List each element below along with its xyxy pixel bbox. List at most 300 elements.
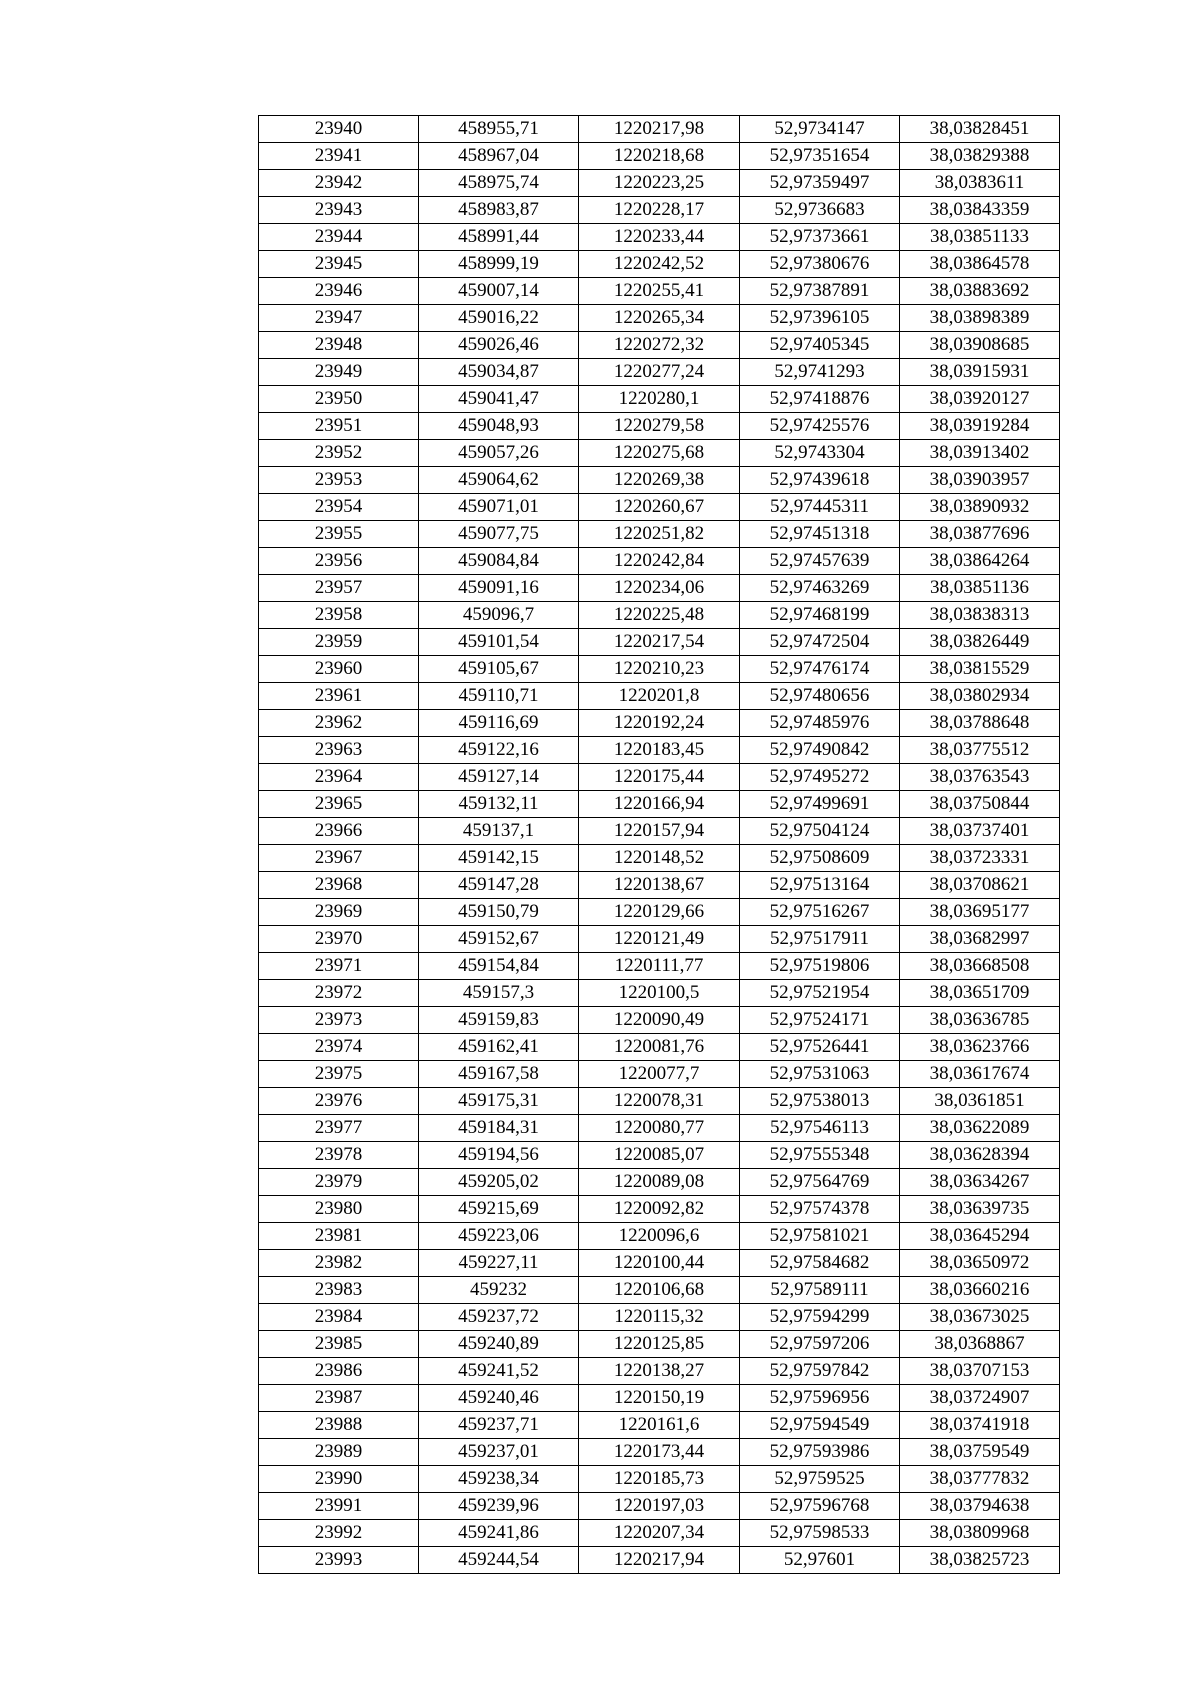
point-number-cell: 23940 [259, 116, 419, 143]
y-coordinate-cell: 1220242,52 [579, 251, 740, 278]
x-coordinate-cell: 459071,01 [419, 494, 579, 521]
table-row [259, 1439, 1060, 1466]
y-coordinate-cell: 1220233,44 [579, 224, 740, 251]
latitude-cell: 52,97457639 [740, 548, 900, 575]
y-coordinate-cell: 1220078,31 [579, 1088, 740, 1115]
table-row [259, 1466, 1060, 1493]
point-number-cell: 23966 [259, 818, 419, 845]
table-row [259, 224, 1060, 251]
point-number-cell: 23950 [259, 386, 419, 413]
point-number-cell: 23980 [259, 1196, 419, 1223]
point-number-cell: 23977 [259, 1115, 419, 1142]
y-coordinate-cell: 1220092,82 [579, 1196, 740, 1223]
x-coordinate-cell: 459184,31 [419, 1115, 579, 1142]
table-row [259, 899, 1060, 926]
point-number-cell: 23959 [259, 629, 419, 656]
y-coordinate-cell: 1220197,03 [579, 1493, 740, 1520]
point-number-cell: 23958 [259, 602, 419, 629]
latitude-cell: 52,97574378 [740, 1196, 900, 1223]
table-row [259, 980, 1060, 1007]
point-number-cell: 23970 [259, 926, 419, 953]
point-number-cell: 23986 [259, 1358, 419, 1385]
latitude-cell: 52,97480656 [740, 683, 900, 710]
point-number-cell: 23960 [259, 656, 419, 683]
point-number-cell: 23982 [259, 1250, 419, 1277]
table-row [259, 737, 1060, 764]
x-coordinate-cell: 459159,83 [419, 1007, 579, 1034]
x-coordinate-cell: 459122,16 [419, 737, 579, 764]
x-coordinate-cell: 459215,69 [419, 1196, 579, 1223]
latitude-cell: 52,97589111 [740, 1277, 900, 1304]
latitude-cell: 52,97581021 [740, 1223, 900, 1250]
y-coordinate-cell: 1220173,44 [579, 1439, 740, 1466]
latitude-cell: 52,97524171 [740, 1007, 900, 1034]
table-row [259, 710, 1060, 737]
latitude-cell: 52,9734147 [740, 116, 900, 143]
longitude-cell: 38,03651709 [900, 980, 1060, 1007]
x-coordinate-cell: 459194,56 [419, 1142, 579, 1169]
latitude-cell: 52,97499691 [740, 791, 900, 818]
latitude-cell: 52,97418876 [740, 386, 900, 413]
latitude-cell: 52,97594549 [740, 1412, 900, 1439]
latitude-cell: 52,97597842 [740, 1358, 900, 1385]
x-coordinate-cell: 459175,31 [419, 1088, 579, 1115]
latitude-cell: 52,97380676 [740, 251, 900, 278]
table-row [259, 251, 1060, 278]
y-coordinate-cell: 1220242,84 [579, 548, 740, 575]
x-coordinate-cell: 458983,87 [419, 197, 579, 224]
point-number-cell: 23972 [259, 980, 419, 1007]
y-coordinate-cell: 1220089,08 [579, 1169, 740, 1196]
table-row [259, 791, 1060, 818]
point-number-cell: 23961 [259, 683, 419, 710]
x-coordinate-cell: 459084,84 [419, 548, 579, 575]
point-number-cell: 23985 [259, 1331, 419, 1358]
x-coordinate-cell: 458999,19 [419, 251, 579, 278]
point-number-cell: 23990 [259, 1466, 419, 1493]
latitude-cell: 52,9759525 [740, 1466, 900, 1493]
latitude-cell: 52,97504124 [740, 818, 900, 845]
x-coordinate-cell: 459237,72 [419, 1304, 579, 1331]
latitude-cell: 52,97495272 [740, 764, 900, 791]
point-number-cell: 23942 [259, 170, 419, 197]
x-coordinate-cell: 459091,16 [419, 575, 579, 602]
x-coordinate-cell: 459007,14 [419, 278, 579, 305]
table-row [259, 467, 1060, 494]
point-number-cell: 23974 [259, 1034, 419, 1061]
point-number-cell: 23953 [259, 467, 419, 494]
longitude-cell: 38,0383611 [900, 170, 1060, 197]
y-coordinate-cell: 1220218,68 [579, 143, 740, 170]
longitude-cell: 38,03802934 [900, 683, 1060, 710]
x-coordinate-cell: 459154,84 [419, 953, 579, 980]
y-coordinate-cell: 1220201,8 [579, 683, 740, 710]
x-coordinate-cell: 459167,58 [419, 1061, 579, 1088]
table-row [259, 1169, 1060, 1196]
y-coordinate-cell: 1220115,32 [579, 1304, 740, 1331]
latitude-cell: 52,9736683 [740, 197, 900, 224]
latitude-cell: 52,97468199 [740, 602, 900, 629]
longitude-cell: 38,03759549 [900, 1439, 1060, 1466]
latitude-cell: 52,97517911 [740, 926, 900, 953]
y-coordinate-cell: 1220106,68 [579, 1277, 740, 1304]
longitude-cell: 38,03794638 [900, 1493, 1060, 1520]
latitude-cell: 52,97351654 [740, 143, 900, 170]
latitude-cell: 52,97593986 [740, 1439, 900, 1466]
table-row [259, 278, 1060, 305]
y-coordinate-cell: 1220279,58 [579, 413, 740, 440]
point-number-cell: 23971 [259, 953, 419, 980]
x-coordinate-cell: 459157,3 [419, 980, 579, 1007]
y-coordinate-cell: 1220090,49 [579, 1007, 740, 1034]
y-coordinate-cell: 1220157,94 [579, 818, 740, 845]
x-coordinate-cell: 459240,46 [419, 1385, 579, 1412]
x-coordinate-cell: 459041,47 [419, 386, 579, 413]
coordinates-table-body [259, 116, 1060, 1574]
longitude-cell: 38,03825723 [900, 1547, 1060, 1574]
latitude-cell: 52,9743304 [740, 440, 900, 467]
table-row [259, 872, 1060, 899]
table-row [259, 1358, 1060, 1385]
longitude-cell: 38,03668508 [900, 953, 1060, 980]
y-coordinate-cell: 1220280,1 [579, 386, 740, 413]
table-row [259, 440, 1060, 467]
table-row [259, 1304, 1060, 1331]
x-coordinate-cell: 459077,75 [419, 521, 579, 548]
longitude-cell: 38,03775512 [900, 737, 1060, 764]
latitude-cell: 52,97476174 [740, 656, 900, 683]
latitude-cell: 52,97425576 [740, 413, 900, 440]
table-row [259, 1007, 1060, 1034]
longitude-cell: 38,03890932 [900, 494, 1060, 521]
longitude-cell: 38,03809968 [900, 1520, 1060, 1547]
point-number-cell: 23992 [259, 1520, 419, 1547]
latitude-cell: 52,97538013 [740, 1088, 900, 1115]
y-coordinate-cell: 1220272,32 [579, 332, 740, 359]
latitude-cell: 52,97531063 [740, 1061, 900, 1088]
latitude-cell: 52,97508609 [740, 845, 900, 872]
latitude-cell: 52,97516267 [740, 899, 900, 926]
point-number-cell: 23964 [259, 764, 419, 791]
latitude-cell: 52,97396105 [740, 305, 900, 332]
x-coordinate-cell: 459137,1 [419, 818, 579, 845]
latitude-cell: 52,97513164 [740, 872, 900, 899]
longitude-cell: 38,03919284 [900, 413, 1060, 440]
longitude-cell: 38,03622089 [900, 1115, 1060, 1142]
y-coordinate-cell: 1220175,44 [579, 764, 740, 791]
y-coordinate-cell: 1220150,19 [579, 1385, 740, 1412]
x-coordinate-cell: 459227,11 [419, 1250, 579, 1277]
longitude-cell: 38,03864578 [900, 251, 1060, 278]
point-number-cell: 23989 [259, 1439, 419, 1466]
x-coordinate-cell: 459057,26 [419, 440, 579, 467]
table-row [259, 359, 1060, 386]
y-coordinate-cell: 1220185,73 [579, 1466, 740, 1493]
longitude-cell: 38,03763543 [900, 764, 1060, 791]
x-coordinate-cell: 459241,86 [419, 1520, 579, 1547]
y-coordinate-cell: 1220148,52 [579, 845, 740, 872]
latitude-cell: 52,97555348 [740, 1142, 900, 1169]
point-number-cell: 23978 [259, 1142, 419, 1169]
point-number-cell: 23979 [259, 1169, 419, 1196]
x-coordinate-cell: 459034,87 [419, 359, 579, 386]
x-coordinate-cell: 459162,41 [419, 1034, 579, 1061]
x-coordinate-cell: 459241,52 [419, 1358, 579, 1385]
longitude-cell: 38,03723331 [900, 845, 1060, 872]
longitude-cell: 38,03645294 [900, 1223, 1060, 1250]
table-row [259, 413, 1060, 440]
latitude-cell: 52,97472504 [740, 629, 900, 656]
latitude-cell: 52,97584682 [740, 1250, 900, 1277]
point-number-cell: 23969 [259, 899, 419, 926]
point-number-cell: 23946 [259, 278, 419, 305]
x-coordinate-cell: 459105,67 [419, 656, 579, 683]
table-row [259, 116, 1060, 143]
y-coordinate-cell: 1220085,07 [579, 1142, 740, 1169]
point-number-cell: 23941 [259, 143, 419, 170]
point-number-cell: 23983 [259, 1277, 419, 1304]
table-row [259, 1223, 1060, 1250]
table-row [259, 521, 1060, 548]
point-number-cell: 23943 [259, 197, 419, 224]
y-coordinate-cell: 1220260,67 [579, 494, 740, 521]
longitude-cell: 38,03695177 [900, 899, 1060, 926]
point-number-cell: 23947 [259, 305, 419, 332]
coordinates-table [258, 115, 1060, 1574]
point-number-cell: 23976 [259, 1088, 419, 1115]
latitude-cell: 52,97359497 [740, 170, 900, 197]
x-coordinate-cell: 459237,01 [419, 1439, 579, 1466]
latitude-cell: 52,97373661 [740, 224, 900, 251]
latitude-cell: 52,97596768 [740, 1493, 900, 1520]
point-number-cell: 23991 [259, 1493, 419, 1520]
latitude-cell: 52,97463269 [740, 575, 900, 602]
table-row [259, 1250, 1060, 1277]
y-coordinate-cell: 1220111,77 [579, 953, 740, 980]
y-coordinate-cell: 1220275,68 [579, 440, 740, 467]
y-coordinate-cell: 1220100,44 [579, 1250, 740, 1277]
table-row [259, 386, 1060, 413]
x-coordinate-cell: 459096,7 [419, 602, 579, 629]
table-row [259, 1142, 1060, 1169]
latitude-cell: 52,97485976 [740, 710, 900, 737]
x-coordinate-cell: 459101,54 [419, 629, 579, 656]
x-coordinate-cell: 458955,71 [419, 116, 579, 143]
y-coordinate-cell: 1220080,77 [579, 1115, 740, 1142]
latitude-cell: 52,97598533 [740, 1520, 900, 1547]
longitude-cell: 38,03883692 [900, 278, 1060, 305]
longitude-cell: 38,0361851 [900, 1088, 1060, 1115]
longitude-cell: 38,03877696 [900, 521, 1060, 548]
x-coordinate-cell: 459232 [419, 1277, 579, 1304]
x-coordinate-cell: 458975,74 [419, 170, 579, 197]
longitude-cell: 38,03826449 [900, 629, 1060, 656]
y-coordinate-cell: 1220255,41 [579, 278, 740, 305]
longitude-cell: 38,03750844 [900, 791, 1060, 818]
longitude-cell: 38,03707153 [900, 1358, 1060, 1385]
latitude-cell: 52,97519806 [740, 953, 900, 980]
x-coordinate-cell: 459240,89 [419, 1331, 579, 1358]
y-coordinate-cell: 1220100,5 [579, 980, 740, 1007]
table-row [259, 818, 1060, 845]
point-number-cell: 23951 [259, 413, 419, 440]
table-row [259, 332, 1060, 359]
y-coordinate-cell: 1220223,25 [579, 170, 740, 197]
longitude-cell: 38,03673025 [900, 1304, 1060, 1331]
point-number-cell: 23956 [259, 548, 419, 575]
table-row [259, 1493, 1060, 1520]
table-row [259, 494, 1060, 521]
x-coordinate-cell: 458967,04 [419, 143, 579, 170]
longitude-cell: 38,03708621 [900, 872, 1060, 899]
y-coordinate-cell: 1220207,34 [579, 1520, 740, 1547]
y-coordinate-cell: 1220210,23 [579, 656, 740, 683]
y-coordinate-cell: 1220081,76 [579, 1034, 740, 1061]
latitude-cell: 52,97387891 [740, 278, 900, 305]
table-row [259, 170, 1060, 197]
point-number-cell: 23963 [259, 737, 419, 764]
point-number-cell: 23981 [259, 1223, 419, 1250]
x-coordinate-cell: 459147,28 [419, 872, 579, 899]
longitude-cell: 38,03623766 [900, 1034, 1060, 1061]
longitude-cell: 38,03829388 [900, 143, 1060, 170]
y-coordinate-cell: 1220192,24 [579, 710, 740, 737]
latitude-cell: 52,97596956 [740, 1385, 900, 1412]
table-row [259, 143, 1060, 170]
table-row [259, 629, 1060, 656]
latitude-cell: 52,97490842 [740, 737, 900, 764]
y-coordinate-cell: 1220251,82 [579, 521, 740, 548]
y-coordinate-cell: 1220183,45 [579, 737, 740, 764]
point-number-cell: 23962 [259, 710, 419, 737]
longitude-cell: 38,03851136 [900, 575, 1060, 602]
longitude-cell: 38,03724907 [900, 1385, 1060, 1412]
y-coordinate-cell: 1220166,94 [579, 791, 740, 818]
y-coordinate-cell: 1220138,27 [579, 1358, 740, 1385]
x-coordinate-cell: 459205,02 [419, 1169, 579, 1196]
longitude-cell: 38,03843359 [900, 197, 1060, 224]
longitude-cell: 38,03650972 [900, 1250, 1060, 1277]
x-coordinate-cell: 459150,79 [419, 899, 579, 926]
longitude-cell: 38,03815529 [900, 656, 1060, 683]
latitude-cell: 52,97597206 [740, 1331, 900, 1358]
x-coordinate-cell: 459127,14 [419, 764, 579, 791]
latitude-cell: 52,97521954 [740, 980, 900, 1007]
table-row [259, 683, 1060, 710]
y-coordinate-cell: 1220121,49 [579, 926, 740, 953]
x-coordinate-cell: 459223,06 [419, 1223, 579, 1250]
longitude-cell: 38,03903957 [900, 467, 1060, 494]
x-coordinate-cell: 459152,67 [419, 926, 579, 953]
y-coordinate-cell: 1220269,38 [579, 467, 740, 494]
point-number-cell: 23945 [259, 251, 419, 278]
latitude-cell: 52,97601 [740, 1547, 900, 1574]
latitude-cell: 52,97451318 [740, 521, 900, 548]
table-row [259, 953, 1060, 980]
table-row [259, 305, 1060, 332]
y-coordinate-cell: 1220217,54 [579, 629, 740, 656]
x-coordinate-cell: 459016,22 [419, 305, 579, 332]
y-coordinate-cell: 1220138,67 [579, 872, 740, 899]
longitude-cell: 38,03920127 [900, 386, 1060, 413]
table-row [259, 1385, 1060, 1412]
table-row [259, 1034, 1060, 1061]
point-number-cell: 23952 [259, 440, 419, 467]
latitude-cell: 52,97439618 [740, 467, 900, 494]
point-number-cell: 23948 [259, 332, 419, 359]
table-row [259, 1115, 1060, 1142]
table-row [259, 1061, 1060, 1088]
table-row [259, 1547, 1060, 1574]
x-coordinate-cell: 459132,11 [419, 791, 579, 818]
x-coordinate-cell: 459142,15 [419, 845, 579, 872]
longitude-cell: 38,03898389 [900, 305, 1060, 332]
y-coordinate-cell: 1220228,17 [579, 197, 740, 224]
point-number-cell: 23967 [259, 845, 419, 872]
longitude-cell: 38,03634267 [900, 1169, 1060, 1196]
point-number-cell: 23954 [259, 494, 419, 521]
y-coordinate-cell: 1220129,66 [579, 899, 740, 926]
table-row [259, 575, 1060, 602]
latitude-cell: 52,97526441 [740, 1034, 900, 1061]
x-coordinate-cell: 459064,62 [419, 467, 579, 494]
point-number-cell: 23965 [259, 791, 419, 818]
longitude-cell: 38,03682997 [900, 926, 1060, 953]
longitude-cell: 38,03741918 [900, 1412, 1060, 1439]
point-number-cell: 23944 [259, 224, 419, 251]
table-row [259, 548, 1060, 575]
y-coordinate-cell: 1220096,6 [579, 1223, 740, 1250]
longitude-cell: 38,03617674 [900, 1061, 1060, 1088]
y-coordinate-cell: 1220234,06 [579, 575, 740, 602]
table-row [259, 1277, 1060, 1304]
longitude-cell: 38,03851133 [900, 224, 1060, 251]
table-row [259, 602, 1060, 629]
x-coordinate-cell: 459048,93 [419, 413, 579, 440]
y-coordinate-cell: 1220077,7 [579, 1061, 740, 1088]
table-row [259, 1331, 1060, 1358]
point-number-cell: 23955 [259, 521, 419, 548]
longitude-cell: 38,03660216 [900, 1277, 1060, 1304]
x-coordinate-cell: 459026,46 [419, 332, 579, 359]
longitude-cell: 38,03908685 [900, 332, 1060, 359]
table-row [259, 764, 1060, 791]
y-coordinate-cell: 1220265,34 [579, 305, 740, 332]
point-number-cell: 23984 [259, 1304, 419, 1331]
table-row [259, 1520, 1060, 1547]
x-coordinate-cell: 459110,71 [419, 683, 579, 710]
x-coordinate-cell: 459244,54 [419, 1547, 579, 1574]
longitude-cell: 38,03737401 [900, 818, 1060, 845]
point-number-cell: 23993 [259, 1547, 419, 1574]
x-coordinate-cell: 458991,44 [419, 224, 579, 251]
point-number-cell: 23975 [259, 1061, 419, 1088]
x-coordinate-cell: 459237,71 [419, 1412, 579, 1439]
longitude-cell: 38,03915931 [900, 359, 1060, 386]
y-coordinate-cell: 1220161,6 [579, 1412, 740, 1439]
longitude-cell: 38,03864264 [900, 548, 1060, 575]
x-coordinate-cell: 459239,96 [419, 1493, 579, 1520]
y-coordinate-cell: 1220277,24 [579, 359, 740, 386]
latitude-cell: 52,97594299 [740, 1304, 900, 1331]
y-coordinate-cell: 1220225,48 [579, 602, 740, 629]
longitude-cell: 38,03828451 [900, 116, 1060, 143]
table-row [259, 656, 1060, 683]
y-coordinate-cell: 1220217,94 [579, 1547, 740, 1574]
longitude-cell: 38,03636785 [900, 1007, 1060, 1034]
latitude-cell: 52,97405345 [740, 332, 900, 359]
latitude-cell: 52,9741293 [740, 359, 900, 386]
